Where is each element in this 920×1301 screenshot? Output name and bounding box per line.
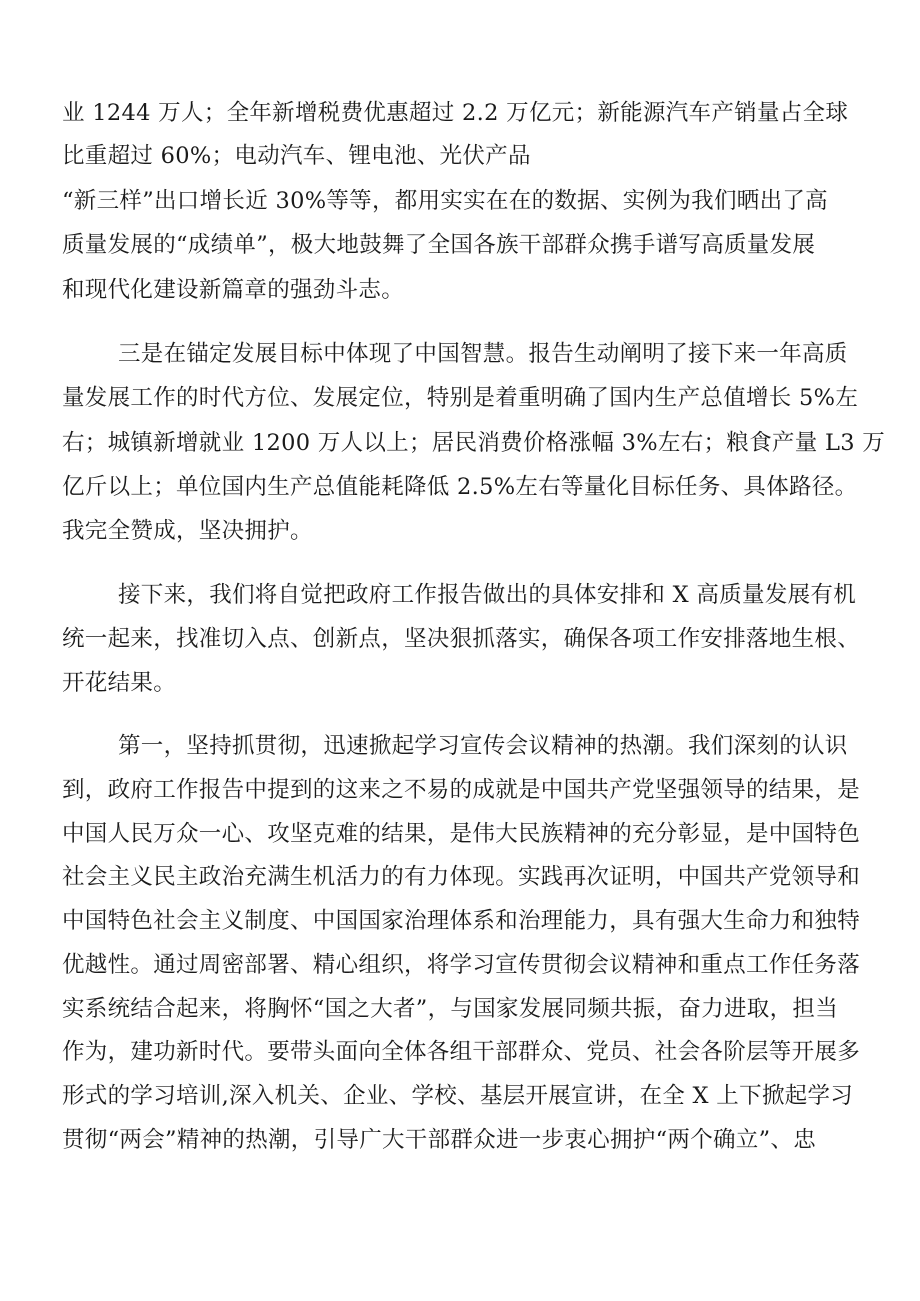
paragraph-first-line: 接下来，我们将自觉把政府工作报告做出的具体安排和 X 高质量发展有机 xyxy=(118,582,857,608)
text-line: 优越性。通过周密部署、精心组织，将学习宣传贯彻会议精神和重点工作任务落 xyxy=(62,952,861,978)
text-line: 中国特色社会主义制度、中国国家治理体系和治理能力，具有强大生命力和独特 xyxy=(62,908,861,934)
text-line: 比重超过 60%；电动汽车、锂电池、光伏产品 xyxy=(62,143,531,169)
paragraph-first-line: 第一，坚持抓贯彻，迅速掀起学习宣传会议精神的热潮。我们深刻的认识 xyxy=(118,733,848,759)
text-line: 我完全赞成，坚决拥护。 xyxy=(62,518,313,544)
text-line: 到，政府工作报告中提到的这来之不易的成就是中国共产党坚强领导的结果，是 xyxy=(62,777,861,803)
text-line: 社会主义民主政治充满生机活力的有力体现。实践再次证明，中国共产党领导和 xyxy=(62,864,861,890)
text-line: 质量发展的“成绩单”，极大地鼓舞了全国各族干部群众携手谱写高质量发展 xyxy=(62,232,816,258)
text-line: 亿斤以上；单位国内生产总值能耗降低 2.5%左右等量化目标任务、具体路径。 xyxy=(62,474,858,500)
text-line: 和现代化建设新篇章的强劲斗志。 xyxy=(62,277,405,303)
text-line: 右；城镇新增就业 1200 万人以上；居民消费价格涨幅 3%左右；粮食产量 L3 万 xyxy=(62,430,886,456)
text-line: 业 1244 万人；全年新增税费优惠超过 2.2 万亿元；新能源汽车产销量占全球 xyxy=(62,100,849,126)
text-line: 形式的学习培训,深入机关、企业、学校、基层开展宣讲，在全 X 上下掀起学习 xyxy=(62,1083,854,1109)
paragraph-first-line: 三是在锚定发展目标中体现了中国智慧。报告生动阐明了接下来一年高质 xyxy=(118,341,848,367)
text-line: 统一起来，找准切入点、创新点，坚决狠抓落实，确保各项工作安排落地生根、 xyxy=(62,626,861,652)
text-line: “新三样”出口增长近 30%等等，都用实实在在的数据、实例为我们晒出了高 xyxy=(62,188,828,214)
text-line: 中国人民万众一心、攻坚克难的结果，是伟大民族精神的充分彰显，是中国特色 xyxy=(62,821,861,847)
text-line: 开花结果。 xyxy=(62,670,177,696)
text-line: 作为，建功新时代。要带头面向全体各组干部群众、党员、社会各阶层等开展多 xyxy=(62,1039,861,1065)
text-line: 量发展工作的时代方位、发展定位，特别是着重明确了国内生产总值增长 5%左 xyxy=(62,385,859,411)
text-line: 实系统结合起来，将胸怀“国之大者”，与国家发展同频共振，奋力进取，担当 xyxy=(62,996,839,1022)
text-line: 贯彻“两会”精神的热潮，引导广大干部群众进一步衷心拥护“两个确立”、忠 xyxy=(62,1127,817,1153)
